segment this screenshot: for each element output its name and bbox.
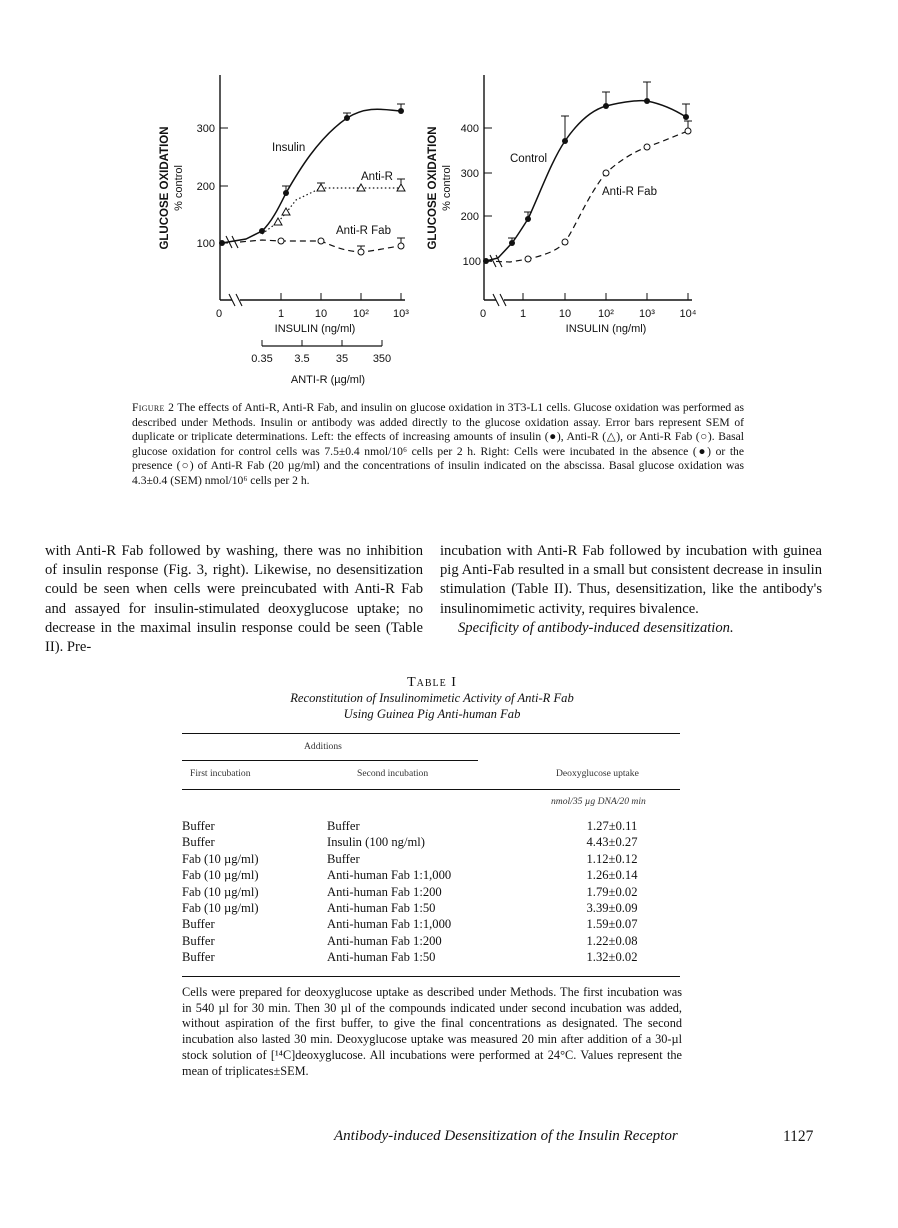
- right-x-tick-label: 1: [519, 308, 527, 320]
- left-x2label: ANTI-R (µg/ml): [290, 374, 366, 386]
- left-antirfab-point: [358, 249, 364, 255]
- left-antir-point: [317, 184, 325, 191]
- right-y-tick-label: 300: [460, 168, 479, 180]
- left-x-tick-label: 10: [314, 308, 328, 320]
- right-control-point: [483, 258, 489, 264]
- table-row: Fab (10 µg/ml) Anti-human Fab 1:1,000 1.26±0.14: [182, 868, 638, 883]
- table-row: Fab (10 µg/ml) Anti-human Fab 1:200 1.79±0.02: [182, 884, 638, 899]
- right-xlabel: INSULIN (ng/ml): [565, 323, 647, 335]
- right-control-point: [603, 103, 609, 109]
- table-row: Buffer Anti-human Fab 1:200 1.22±0.08: [182, 933, 638, 948]
- right-antirfab-point: [603, 170, 609, 176]
- left-ylabel-main: GLUCOSE OXIDATION: [159, 126, 171, 250]
- left-x2-tick-label: 350: [372, 353, 392, 365]
- left-panel: [159, 75, 409, 386]
- right-ylabel-main: GLUCOSE OXIDATION: [427, 126, 439, 250]
- body-left-text: with Anti-R Fab followed by washing, there was no inhibition of insulin response (Fig. 3, right). Likewise, no desensitization could be seen when cells were preincubated with Anti-R Fab and assayed for insulin-stimulated deoxyglucose uptake; no decrease in the maximal insulin response could be seen (Table II). Pre-: [45, 543, 423, 656]
- right-x-tick-label: 0: [479, 308, 487, 320]
- left-insulin-point: [398, 108, 404, 114]
- right-y-tick-label: 200: [460, 211, 479, 223]
- left-ylabel-sub: % control: [173, 165, 185, 211]
- table-footnote: Cells were prepared for deoxyglucose uptake as described under Methods. The first incubation was in 540 µl for 30 min. Then 30 µl of the compounds indicated under second incubation was added, without aspiration of the first buffer, to give the final concentrations as designated. The second incubation also lasted 30 min. Deoxyglucose uptake was measured 20 min after addition of a 30-µl stock solution of [¹⁴C]deoxyglucose. All incubations were performed at 24°C. Values represent the mean of triplicates±SEM.: [182, 985, 682, 1078]
- left-y-tick-label: 200: [196, 181, 215, 193]
- body-right-text: incubation with Anti-R Fab followed by incubation with guinea pig Anti-Fab resulted in a small but consistent decrease in insulin stimulation (Table II). Thus, desensitization, like the antibody's insulinomimetic activity, requires bivalence.: [440, 543, 822, 617]
- right-control-point: [683, 114, 689, 120]
- right-antirfab-point: [644, 144, 650, 150]
- left-insulin-point: [283, 190, 289, 196]
- body-left-column: [45, 542, 423, 657]
- right-y-tick-label: 100: [462, 256, 481, 268]
- right-y-tick-label: 400: [460, 123, 479, 135]
- right-control-point: [562, 138, 568, 144]
- left-x-tick-label: 10³: [393, 308, 409, 320]
- table-col2-header: Second incubation: [357, 768, 429, 779]
- table-row: Buffer Anti-human Fab 1:1,000 1.59±0.07: [182, 917, 638, 932]
- right-antirfab-point: [685, 128, 691, 134]
- running-title: Antibody-induced Desensitization of the Insulin Receptor: [334, 1128, 678, 1144]
- left-insulin-point: [344, 115, 350, 121]
- right-antirfab-curve: [486, 131, 688, 262]
- table-col1-header: First incubation: [190, 768, 251, 779]
- left-label-antir: Anti-R: [361, 171, 393, 183]
- left-label-antirfab: Anti-R Fab: [336, 225, 391, 237]
- left-x2-tick-label: 3.5: [294, 353, 310, 365]
- right-control-point: [525, 216, 531, 222]
- table-units: nmol/35 µg DNA/20 min: [551, 796, 646, 807]
- table-row: Buffer Anti-human Fab 1:50 1.32±0.02: [182, 950, 638, 965]
- figure-2: [0, 0, 898, 400]
- left-antirfab-point: [278, 238, 284, 244]
- table-title-line: Reconstitution of Insulinomimetic Activity of Anti-R Fab: [290, 691, 574, 705]
- right-x-tick-label: 10²: [598, 308, 614, 320]
- section-runin-heading: Specificity of antibody-induced desensitization.: [458, 619, 734, 636]
- right-antirfab-point: [562, 239, 568, 245]
- table-row: Buffer Insulin (100 ng/ml) 4.43±0.27: [182, 835, 638, 850]
- table-col3-header: Deoxyglucose uptake: [556, 768, 639, 779]
- table-group-header: Additions: [304, 741, 342, 752]
- left-xlabel: INSULIN (ng/ml): [274, 323, 356, 335]
- table-row: Fab (10 µg/ml) Anti-human Fab 1:50 3.39±0.09: [182, 901, 638, 916]
- left-x-tick-label: 10²: [353, 308, 369, 320]
- left-x-tick-label: 1: [277, 308, 285, 320]
- table-top-rule: [182, 733, 680, 734]
- right-panel: [427, 75, 697, 335]
- right-x-tick-label: 10³: [639, 308, 655, 320]
- right-label-antirfab: Anti-R Fab: [602, 186, 657, 198]
- left-y-tick-label: 100: [196, 238, 215, 250]
- right-label-control: Control: [510, 153, 548, 165]
- right-x-tick-label: 10⁴: [679, 308, 697, 320]
- figure-caption-lead: Figure 2: [132, 401, 175, 414]
- body-right-column: [440, 542, 822, 638]
- left-x-tick-label: 0: [215, 308, 223, 320]
- right-ylabel-sub: % control: [441, 165, 453, 211]
- table-row: Buffer Buffer 1.27±0.11: [182, 819, 638, 833]
- left-insulin-point: [259, 228, 265, 234]
- right-x-tick-label: 10: [558, 308, 572, 320]
- table-body: [182, 818, 677, 966]
- table-group-rule: [182, 760, 478, 761]
- table-title: [182, 691, 682, 722]
- table-label: Table I: [407, 675, 457, 690]
- left-label-insulin: Insulin: [272, 142, 306, 154]
- left-y-tick-label: 300: [196, 123, 215, 135]
- left-antirfab-point: [398, 243, 404, 249]
- figure-caption-text: The effects of Anti-R, Anti-R Fab, and insulin on glucose oxidation in 3T3-L1 cells. Glucose oxidation was performed as described under Methods. Insulin or antibody was added directly to the glucose oxidation assay. Error bars represent SEM of duplicate or triplicate determinations. Left: the effects of increasing amounts of insulin (●), Anti-R (△), or Anti-R Fab (○). Basal glucose oxidation for control cells was 7.5±0.4 nmol/10⁶ cells per 2 h. Right: Cells were incubated in the absence (●) or the presence (○) of Anti-R Fab (20 µg/ml) and the concentrations of insulin indicated on the abscissa. Basal glucose oxidation was 4.3±0.4 (SEM) nmol/10⁶ cells per 2 h.: [132, 401, 744, 487]
- left-insulin-point: [219, 240, 225, 246]
- table-header-rule: [182, 789, 680, 790]
- right-antirfab-point: [525, 256, 531, 262]
- left-antirfab-point: [318, 238, 324, 244]
- table-row: Fab (10 µg/ml) Buffer 1.12±0.12: [182, 851, 638, 866]
- table-title-line: Using Guinea Pig Anti-human Fab: [343, 706, 521, 721]
- right-control-point: [509, 240, 515, 246]
- right-control-curve: [486, 101, 686, 261]
- figure-caption: [132, 401, 744, 489]
- table-bottom-rule: [182, 976, 680, 977]
- page-number: 1127: [783, 1128, 814, 1145]
- right-control-point: [644, 98, 650, 104]
- left-x2-tick-label: 0.35: [251, 353, 273, 365]
- left-x2-tick-label: 35: [335, 353, 349, 365]
